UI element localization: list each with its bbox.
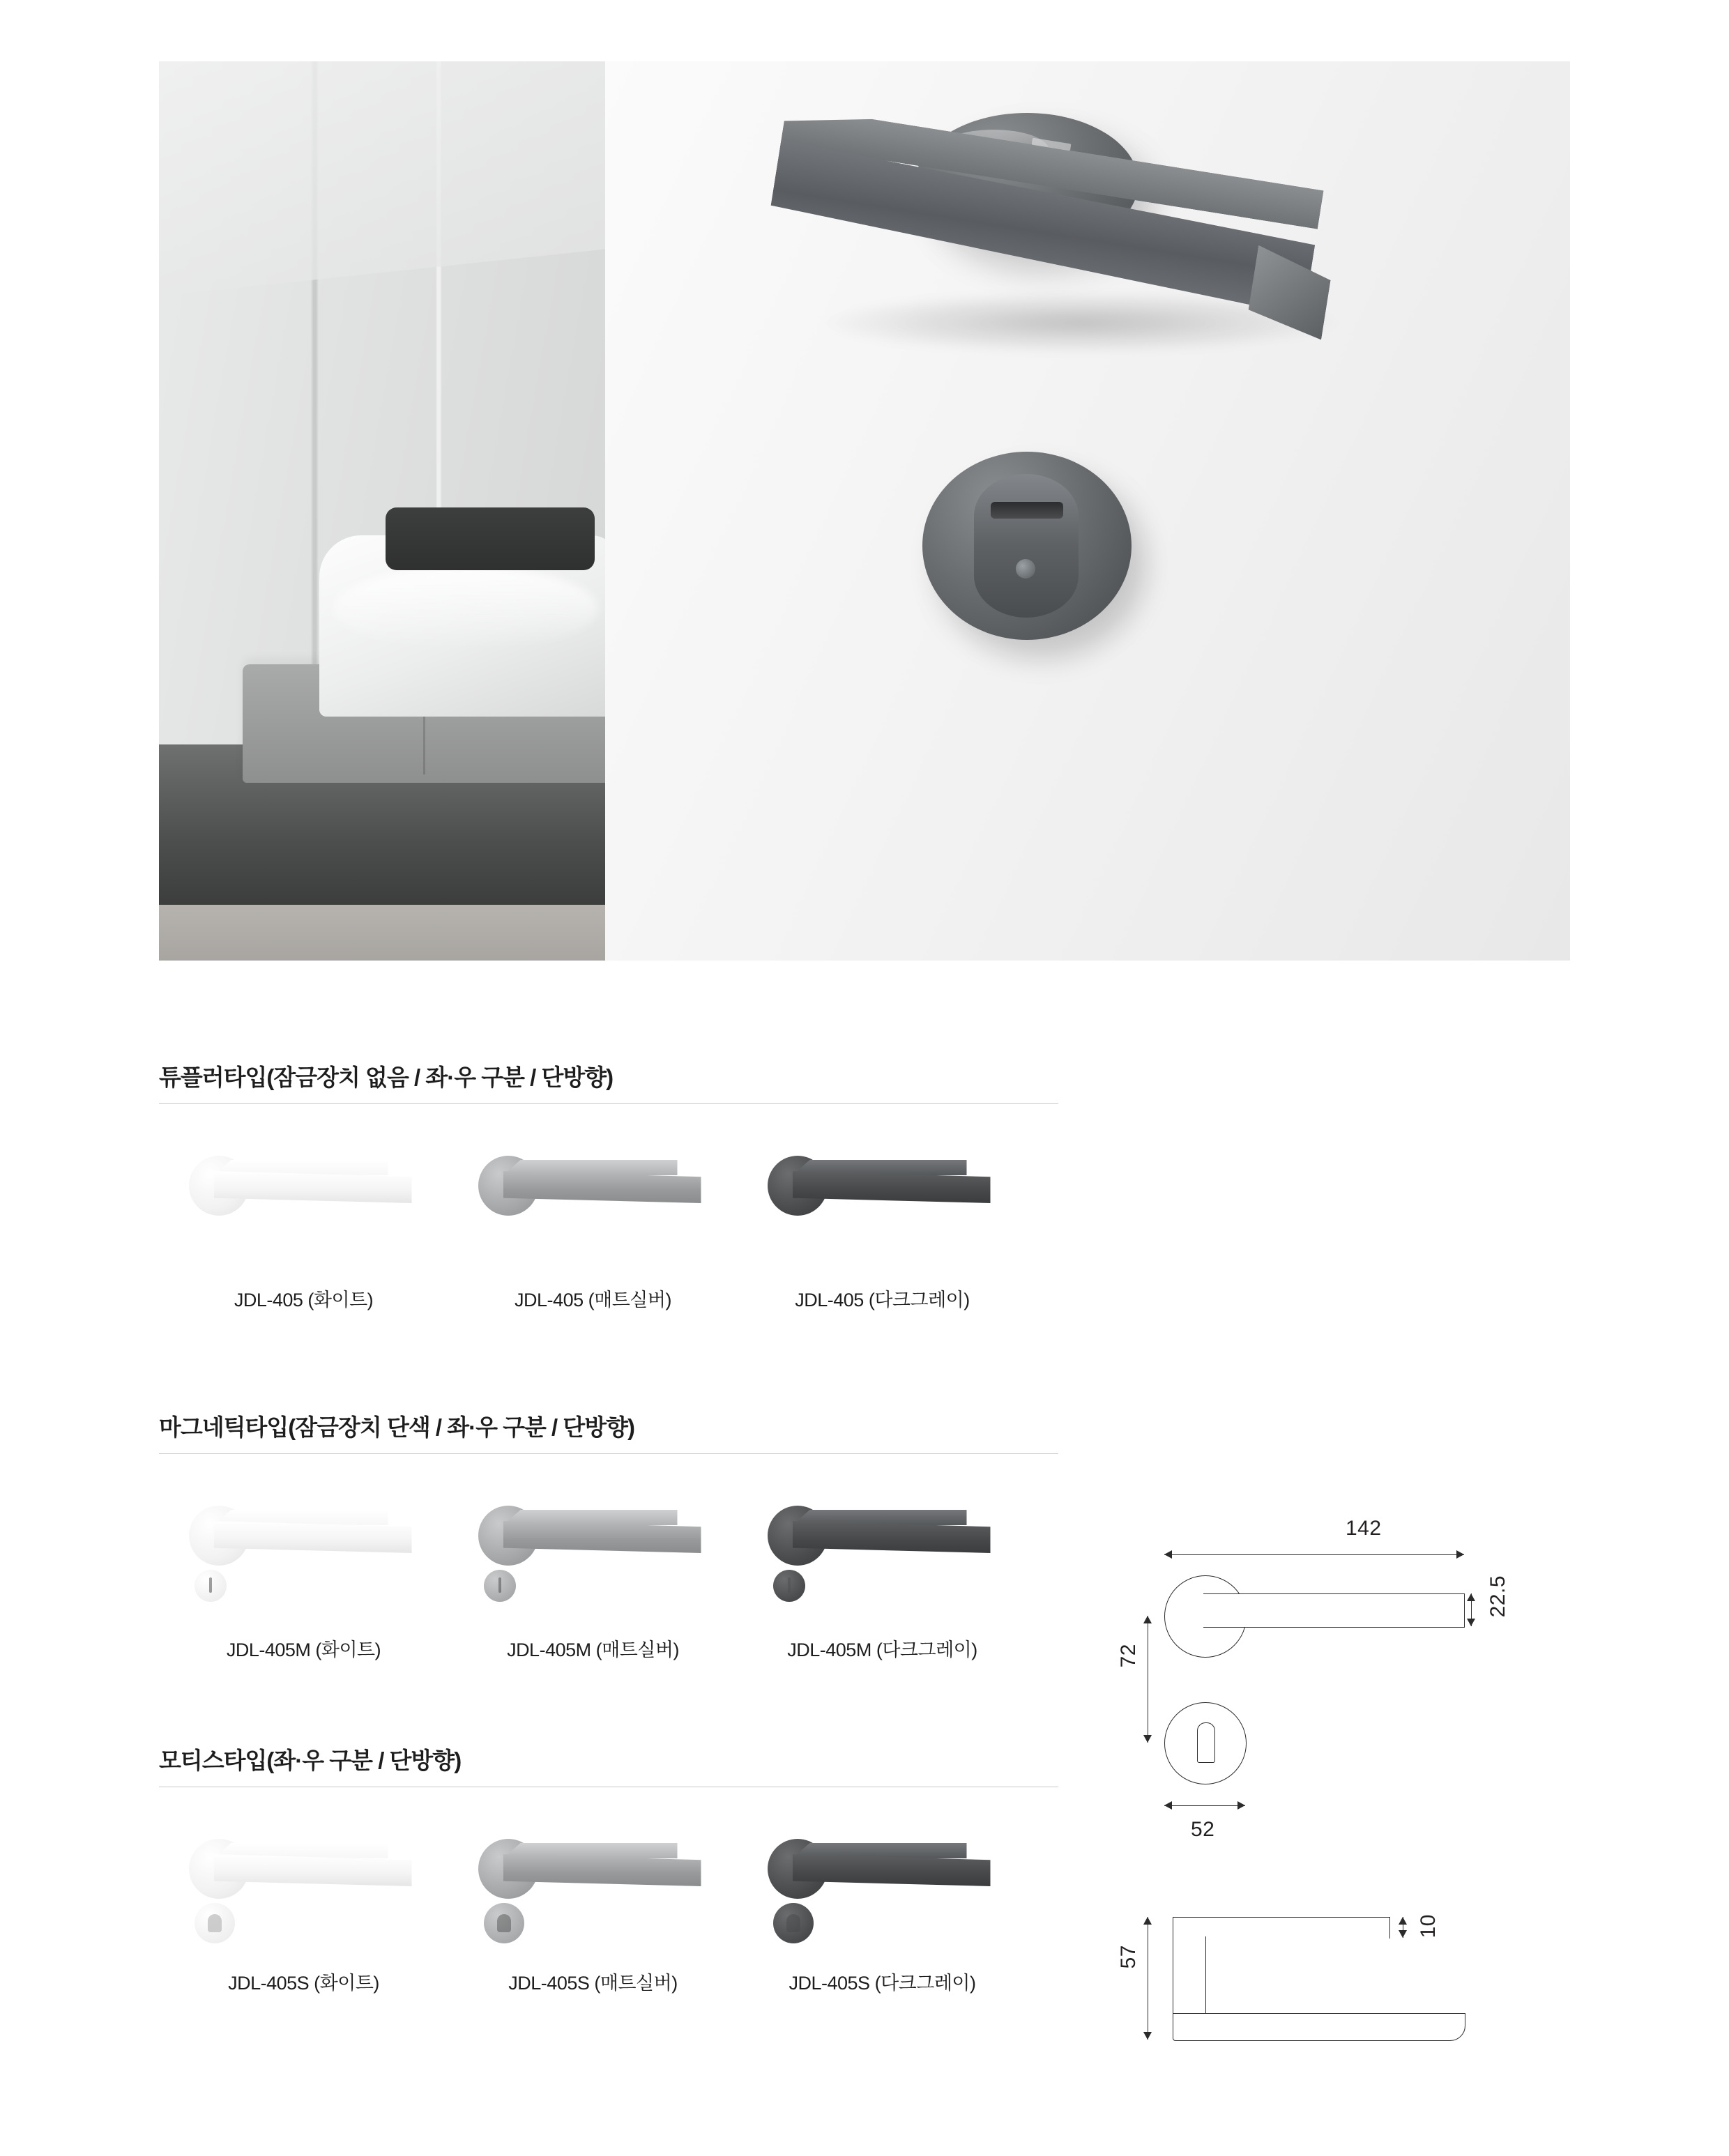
variant-card[interactable] bbox=[738, 1138, 1027, 1312]
dim-arrow-down bbox=[1399, 1930, 1407, 1938]
dim-projection-label: 57 bbox=[1117, 1945, 1140, 1969]
variant-color: (매트실버) bbox=[588, 1290, 671, 1310]
variant-model: JDL-405S bbox=[228, 1973, 310, 1994]
variant-model: JDL-405S bbox=[789, 1973, 870, 1994]
variant-color: (매트실버) bbox=[594, 1973, 678, 1994]
dim-center-distance-label: 72 bbox=[1117, 1644, 1140, 1668]
variant-model: JDL-405M bbox=[226, 1639, 311, 1660]
variant-label bbox=[795, 1285, 969, 1312]
hero-interior-photo bbox=[159, 61, 605, 961]
variant-color: (화이트) bbox=[315, 1639, 381, 1660]
lock-rose bbox=[195, 1570, 227, 1602]
mortise-cylinder-icon bbox=[195, 1903, 243, 1952]
variant-card[interactable] bbox=[738, 1821, 1027, 1995]
lever-arm-shape bbox=[214, 1854, 412, 1886]
variant-list-tubular bbox=[159, 1138, 1058, 1312]
lever-arm-shape bbox=[793, 1171, 991, 1203]
variant-label bbox=[228, 1968, 379, 1995]
dim-arrow-down bbox=[1143, 2032, 1152, 2040]
variant-art bbox=[768, 1488, 998, 1616]
variant-color: (화이트) bbox=[314, 1973, 379, 1994]
cylinder-body bbox=[974, 474, 1079, 618]
lever-thumbnail bbox=[189, 1154, 412, 1217]
variant-model: JDL-405 bbox=[234, 1290, 303, 1310]
thumbturn-lock-icon bbox=[484, 1570, 533, 1619]
dim-arrow-up bbox=[1143, 1917, 1152, 1925]
variant-model: JDL-405 bbox=[515, 1290, 584, 1310]
lever-arm-shape bbox=[503, 1171, 701, 1203]
section-title-mortise: 모티스타입(좌·우 구분 / 단방향) bbox=[159, 1748, 462, 1773]
dim-arrow-right bbox=[1237, 1801, 1245, 1810]
variant-card[interactable] bbox=[159, 1488, 448, 1662]
keyway-slot bbox=[208, 1914, 222, 1932]
lever-thumbnail bbox=[478, 1504, 701, 1567]
dim-arrow-right bbox=[1456, 1550, 1464, 1559]
lever-thumbnail bbox=[478, 1837, 701, 1900]
lock-slot bbox=[209, 1577, 212, 1593]
dim-arrow-left bbox=[1164, 1550, 1172, 1559]
section-title-magnetic: 마그네틱타입(잠금장치 단색 / 좌·우 구분 / 단방향) bbox=[159, 1414, 634, 1440]
lock-rose bbox=[195, 1903, 235, 1943]
variant-color: (다크그레이) bbox=[874, 1973, 976, 1994]
variant-card[interactable] bbox=[448, 1821, 738, 1995]
dim-rose-diameter-label: 52 bbox=[1191, 1818, 1215, 1841]
mortise-cylinder-icon bbox=[773, 1903, 822, 1952]
hero-handle-closeup bbox=[605, 61, 1570, 961]
dim-width-label: 142 bbox=[1346, 1517, 1382, 1540]
keyway-icon bbox=[991, 502, 1063, 519]
dim-arrow-up bbox=[1143, 1616, 1152, 1623]
side-rose-base bbox=[1173, 2013, 1465, 2041]
lever-thumbnail bbox=[768, 1154, 991, 1217]
lever-thumbnail bbox=[189, 1837, 412, 1900]
variant-model: JDL-405S bbox=[508, 1973, 590, 1994]
variant-art bbox=[478, 1821, 708, 1950]
mortise-cylinder-icon bbox=[484, 1903, 533, 1952]
lever-arm-shape bbox=[214, 1521, 412, 1553]
variant-label bbox=[508, 1968, 677, 1995]
dim-lever-height-label: 22.5 bbox=[1486, 1575, 1509, 1618]
lever-arm-shape bbox=[793, 1521, 991, 1553]
side-lever-stem bbox=[1173, 1936, 1206, 2014]
variant-label bbox=[227, 1635, 381, 1662]
variant-color: (매트실버) bbox=[595, 1639, 679, 1660]
variant-art bbox=[189, 1821, 419, 1950]
thumbturn-lock-icon bbox=[773, 1570, 822, 1619]
lever-arm-shape bbox=[503, 1521, 701, 1553]
section-title-tubular: 튜플러타입(잠금장치 없음 / 좌·우 구분 / 단방향) bbox=[159, 1064, 614, 1090]
section-tubular bbox=[159, 1060, 1058, 1312]
variant-list-magnetic bbox=[159, 1488, 1058, 1662]
keyway-slot bbox=[497, 1914, 511, 1932]
dim-arrow-up bbox=[1467, 1593, 1475, 1601]
lock-rose bbox=[484, 1903, 524, 1943]
cylinder-rose bbox=[922, 452, 1132, 640]
lever-arm-shape bbox=[214, 1171, 412, 1203]
variant-art bbox=[768, 1821, 998, 1950]
cylinder-pin bbox=[1016, 559, 1035, 579]
lock-rose bbox=[773, 1903, 814, 1943]
variant-card[interactable] bbox=[159, 1821, 448, 1995]
variant-art bbox=[478, 1488, 708, 1616]
hero-product-image bbox=[159, 61, 1570, 961]
pillow bbox=[386, 507, 595, 570]
variant-model: JDL-405 bbox=[795, 1290, 864, 1310]
section-divider bbox=[159, 1453, 1058, 1454]
variant-model: JDL-405M bbox=[507, 1639, 591, 1660]
dim-rose-diameter-line bbox=[1164, 1805, 1245, 1806]
dim-thickness-label: 10 bbox=[1417, 1914, 1440, 1939]
dim-width-line bbox=[1164, 1554, 1464, 1555]
variant-label bbox=[515, 1285, 671, 1312]
variant-art bbox=[189, 1488, 419, 1616]
variant-label bbox=[787, 1635, 977, 1662]
variant-art bbox=[189, 1138, 419, 1267]
dim-arrow-left bbox=[1164, 1801, 1172, 1810]
dim-arrow-up bbox=[1399, 1917, 1407, 1925]
variant-art bbox=[478, 1138, 708, 1267]
section-divider bbox=[159, 1103, 1058, 1104]
variant-label bbox=[234, 1285, 373, 1312]
dim-arrow-down bbox=[1467, 1619, 1475, 1626]
lever-arm-shape bbox=[503, 1854, 701, 1886]
variant-art bbox=[768, 1138, 998, 1267]
side-lever-arm bbox=[1173, 1917, 1390, 1939]
variant-color: (화이트) bbox=[307, 1290, 374, 1310]
variant-list-mortise bbox=[159, 1821, 1058, 1995]
variant-card[interactable] bbox=[159, 1138, 448, 1312]
lever-thumbnail bbox=[189, 1504, 412, 1567]
thumbturn-lock-icon bbox=[195, 1570, 243, 1619]
section-magnetic bbox=[159, 1409, 1058, 1662]
dimension-drawing bbox=[1117, 1517, 1624, 2105]
variant-card[interactable] bbox=[448, 1138, 738, 1312]
variant-label bbox=[789, 1968, 976, 1995]
variant-label bbox=[507, 1635, 679, 1662]
lever-thumbnail bbox=[768, 1837, 991, 1900]
section-mortise bbox=[159, 1743, 1058, 1995]
variant-color: (다크그레이) bbox=[876, 1639, 977, 1660]
lock-slot bbox=[498, 1577, 501, 1593]
lever-thumbnail bbox=[768, 1504, 991, 1567]
dim-arrow-down bbox=[1143, 1735, 1152, 1743]
keyway-slot bbox=[786, 1914, 800, 1932]
lock-rose bbox=[773, 1570, 805, 1602]
lock-rose bbox=[484, 1570, 516, 1602]
lever-arm-shape bbox=[793, 1854, 991, 1886]
plan-keyway bbox=[1197, 1722, 1215, 1763]
variant-model: JDL-405M bbox=[787, 1639, 871, 1660]
lever-thumbnail bbox=[478, 1154, 701, 1217]
variant-color: (다크그레이) bbox=[868, 1290, 970, 1310]
plan-cylinder-rose bbox=[1164, 1702, 1247, 1784]
plan-lever-arm bbox=[1203, 1593, 1465, 1628]
variant-card[interactable] bbox=[448, 1488, 738, 1662]
variant-card[interactable] bbox=[738, 1488, 1027, 1662]
lock-slot bbox=[788, 1577, 791, 1593]
